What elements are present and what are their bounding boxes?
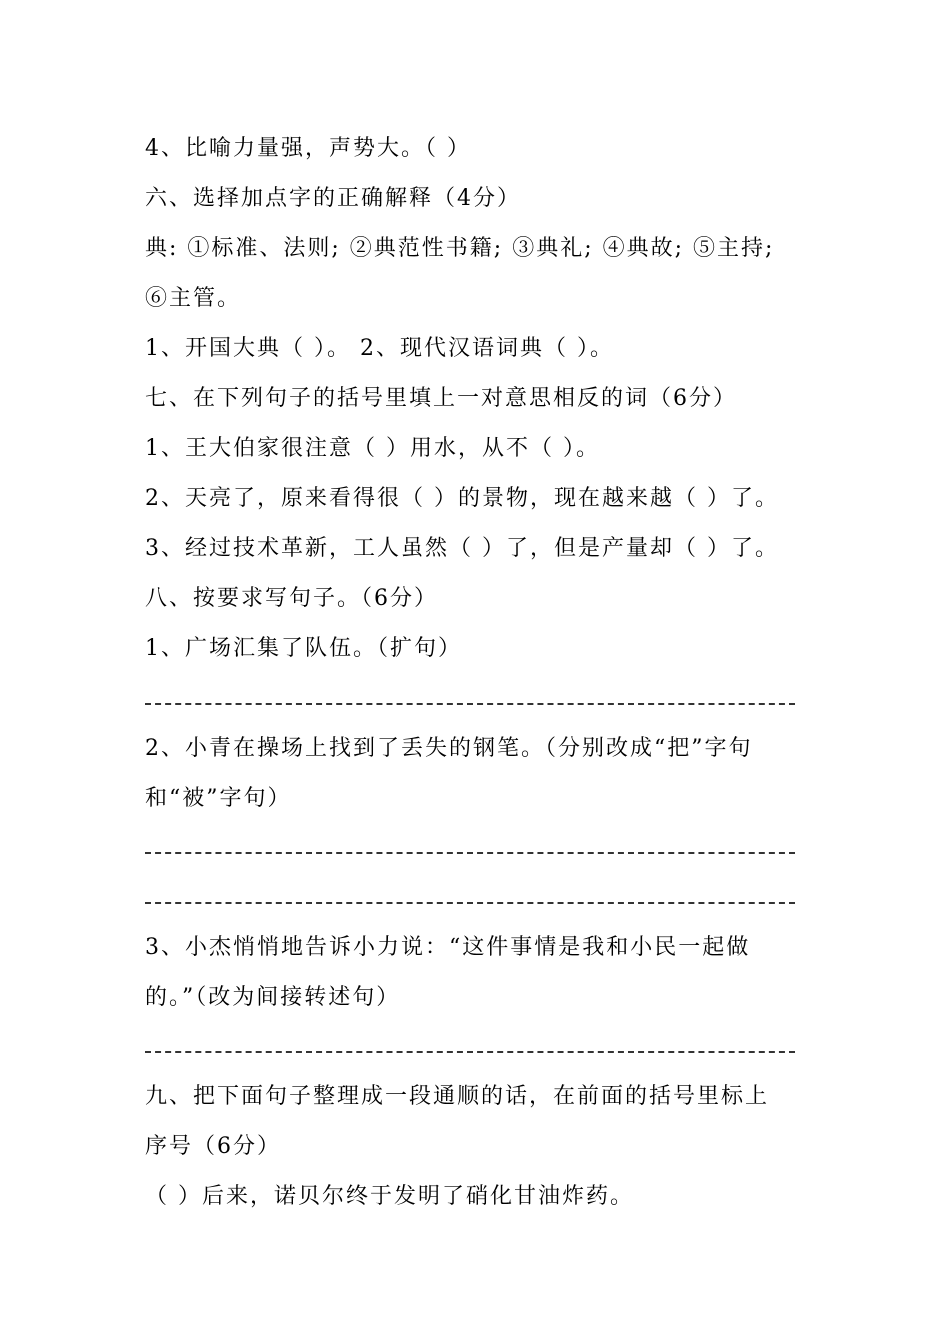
section-8-item-3-continued: 的。”（改为间接转述句） [145,985,401,1010]
answer-line [145,703,795,705]
section-8-heading: 八、按要求写句子。（6分） [145,586,438,611]
section-8-item-3: 3、小杰悄悄地告诉小力说：“这件事情是我和小民一起做 [145,935,751,960]
section-7-item-2: 2、天亮了，原来看得很（ ）的景物，现在越来越（ ）了。 [145,486,779,511]
section-7-item-1: 1、王大伯家很注意（ ）用水，从不（ ）。 [145,436,600,461]
section-8-item-2-continued: 和“被”字句） [145,786,292,811]
section-6-heading: 六、选择加点字的正确解释（4分） [145,186,521,211]
question-5-item-4: 4、比喻力量强，声势大。（ ） [145,136,471,161]
section-9-heading-continued: 序号（6分） [145,1134,281,1159]
definition-list: 典: ①标准、法则; ②典范性书籍; ③典礼; ④典故; ⑤主持; [145,236,775,261]
answer-line [145,1051,795,1053]
section-7-heading: 七、在下列句子的括号里填上一对意思相反的词（6分） [145,386,737,411]
section-8-item-1: 1、广场汇集了队伍。（扩句） [145,636,462,661]
answer-line [145,902,795,904]
section-9-heading: 九、把下面句子整理成一段通顺的话，在前面的括号里标上 [145,1084,770,1109]
section-6-questions: 1、开国大典（ ）。 2、现代汉语词典（ ）。 [145,336,614,361]
section-8-item-2: 2、小青在操场上找到了丢失的钢笔。（分别改成“把”字句 [145,736,753,761]
answer-line [145,852,795,854]
definition-list-continued: ⑥主管。 [145,286,242,311]
section-7-item-3: 3、经过技术革新，工人虽然（ ）了，但是产量却（ ）了。 [145,536,779,561]
section-9-item-1: （ ）后来，诺贝尔终于发明了硝化甘油炸药。 [145,1184,634,1209]
